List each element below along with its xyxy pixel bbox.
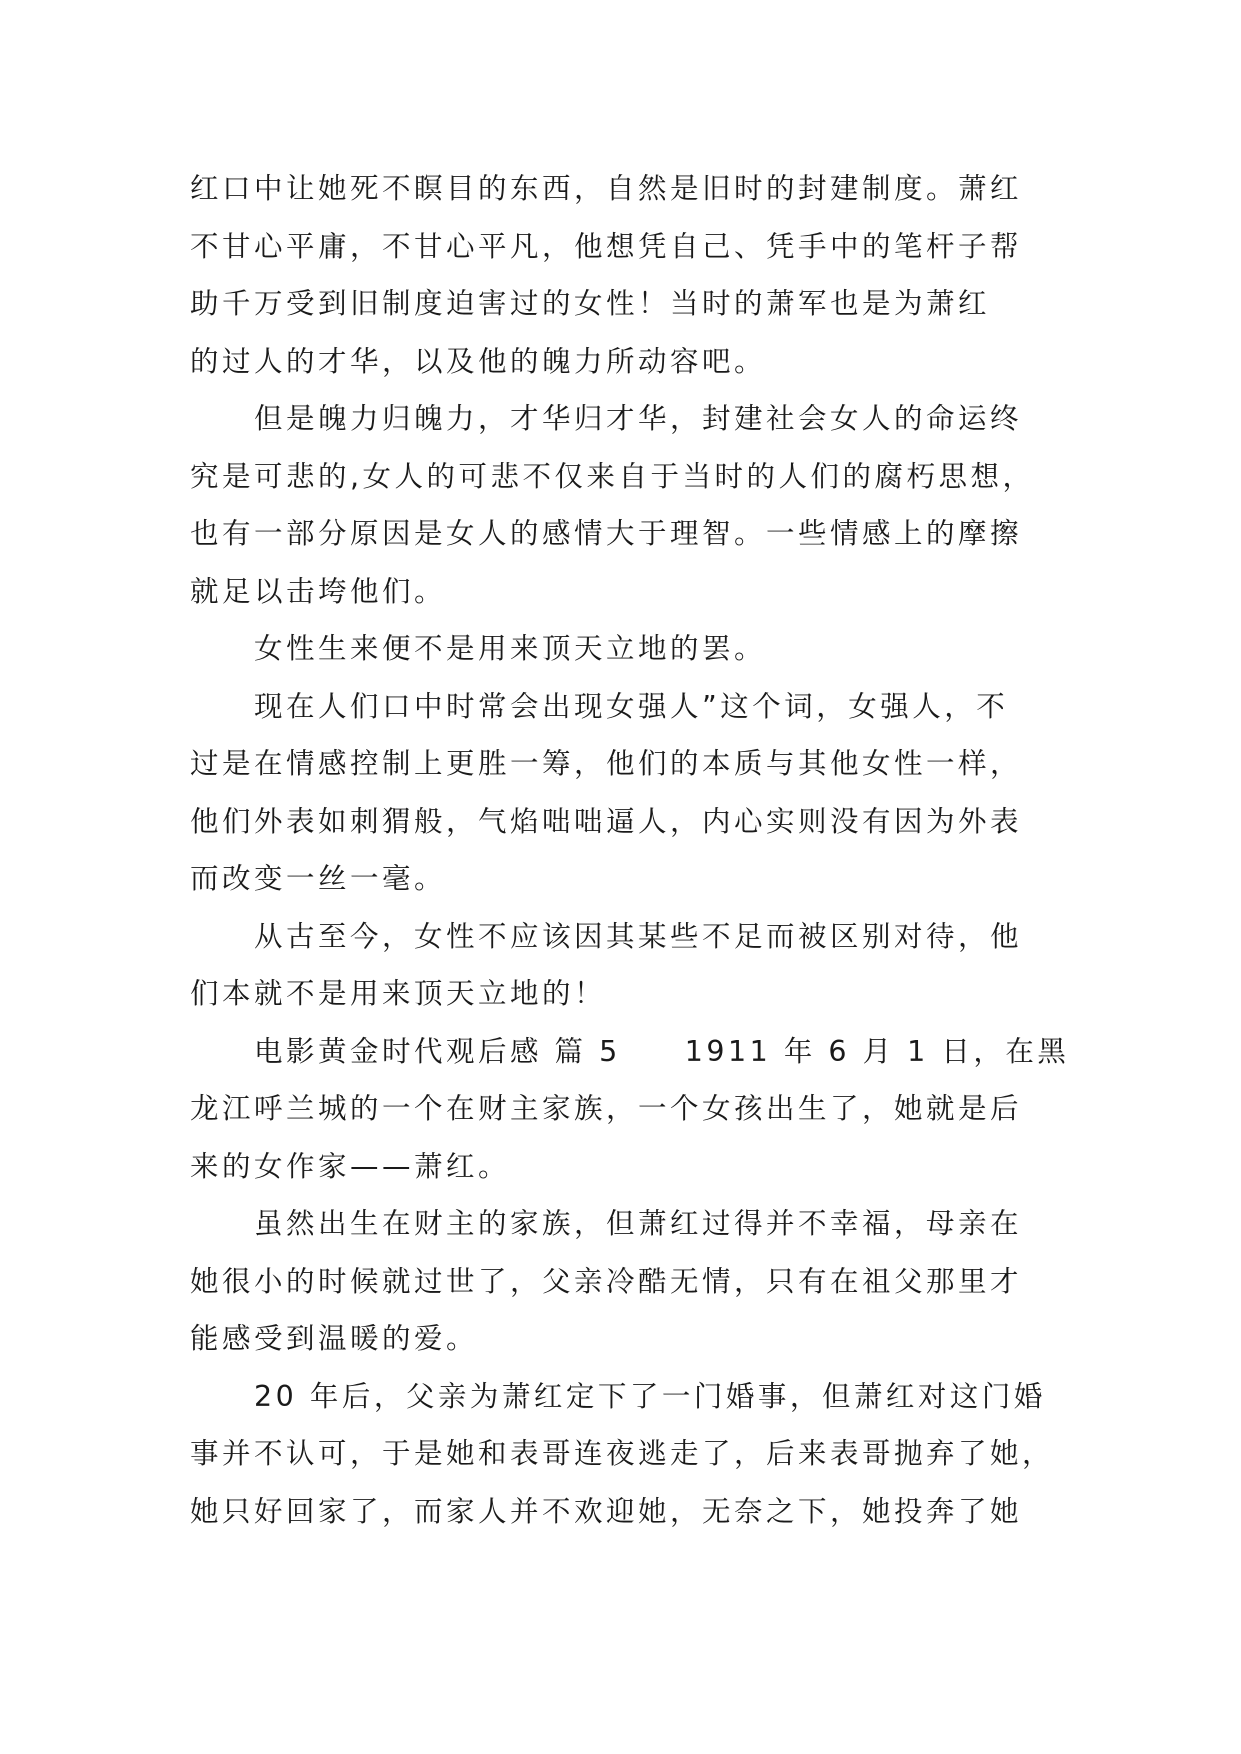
text-line: 20 年后，父亲为萧红定下了一门婚事，但萧红对这门婚	[190, 1379, 1046, 1413]
text-line: 的过人的才华，以及他的魄力所动容吧。	[190, 344, 767, 378]
text-line: 来的女作家——萧红。	[190, 1149, 511, 1183]
text-line: 她很小的时候就过世了，父亲冷酷无情，只有在祖父那里才	[190, 1264, 1023, 1298]
body-text	[190, 160, 1070, 1540]
text-line: 过是在情感控制上更胜一筹，他们的本质与其他女性一样，	[190, 747, 1023, 780]
text-line: 他们外表如刺猬般，气焰咄咄逼人，内心实则没有因为外表	[190, 804, 1023, 838]
text-line: 从古至今，女性不应该因其某些不足而被区别对待，他	[190, 919, 1023, 953]
text-line: 但是魄力归魄力，才华归才华，封建社会女人的命运终	[190, 402, 1023, 435]
text-line: 龙江呼兰城的一个在财主家族，一个女孩出生了，她就是后	[190, 1092, 1023, 1125]
text-line: 女性生来便不是用来顶天立地的罢。	[190, 632, 767, 665]
text-line: 虽然出生在财主的家族，但萧红过得并不幸福，母亲在	[190, 1207, 1023, 1240]
text-line: 就足以击垮他们。	[190, 574, 447, 608]
text-line: 红口中让她死不瞑目的东西，自然是旧时的封建制度。萧红	[190, 172, 1023, 205]
text-line: 不甘心平庸，不甘心平凡，他想凭自己、凭手中的笔杆子帮	[190, 229, 1023, 263]
text-line: 究是可悲的,女人的可悲不仅来自于当时的人们的腐朽思想，	[190, 459, 1035, 493]
text-line: 而改变一丝一毫。	[190, 862, 447, 895]
text-line: 们本就不是用来顶天立地的！	[190, 977, 607, 1010]
text-line: 助千万受到旧制度迫害过的女性！当时的萧军也是为萧红	[190, 287, 991, 320]
text-line: 电影黄金时代观后感 篇 5 1911 年 6 月 1 日，在黑	[190, 1034, 1070, 1068]
text-line: 事并不认可，于是她和表哥连夜逃走了，后来表哥抛弃了她，	[190, 1437, 1055, 1470]
text-line: 她只好回家了，而家人并不欢迎她，无奈之下，她投奔了她	[190, 1494, 1023, 1528]
text-line: 现在人们口中时常会出现女强人”这个词，女强人，不	[190, 689, 1009, 723]
text-line: 能感受到温暖的爱。	[190, 1322, 479, 1355]
text-line: 也有一部分原因是女人的感情大于理智。一些情感上的摩擦	[190, 517, 1023, 550]
